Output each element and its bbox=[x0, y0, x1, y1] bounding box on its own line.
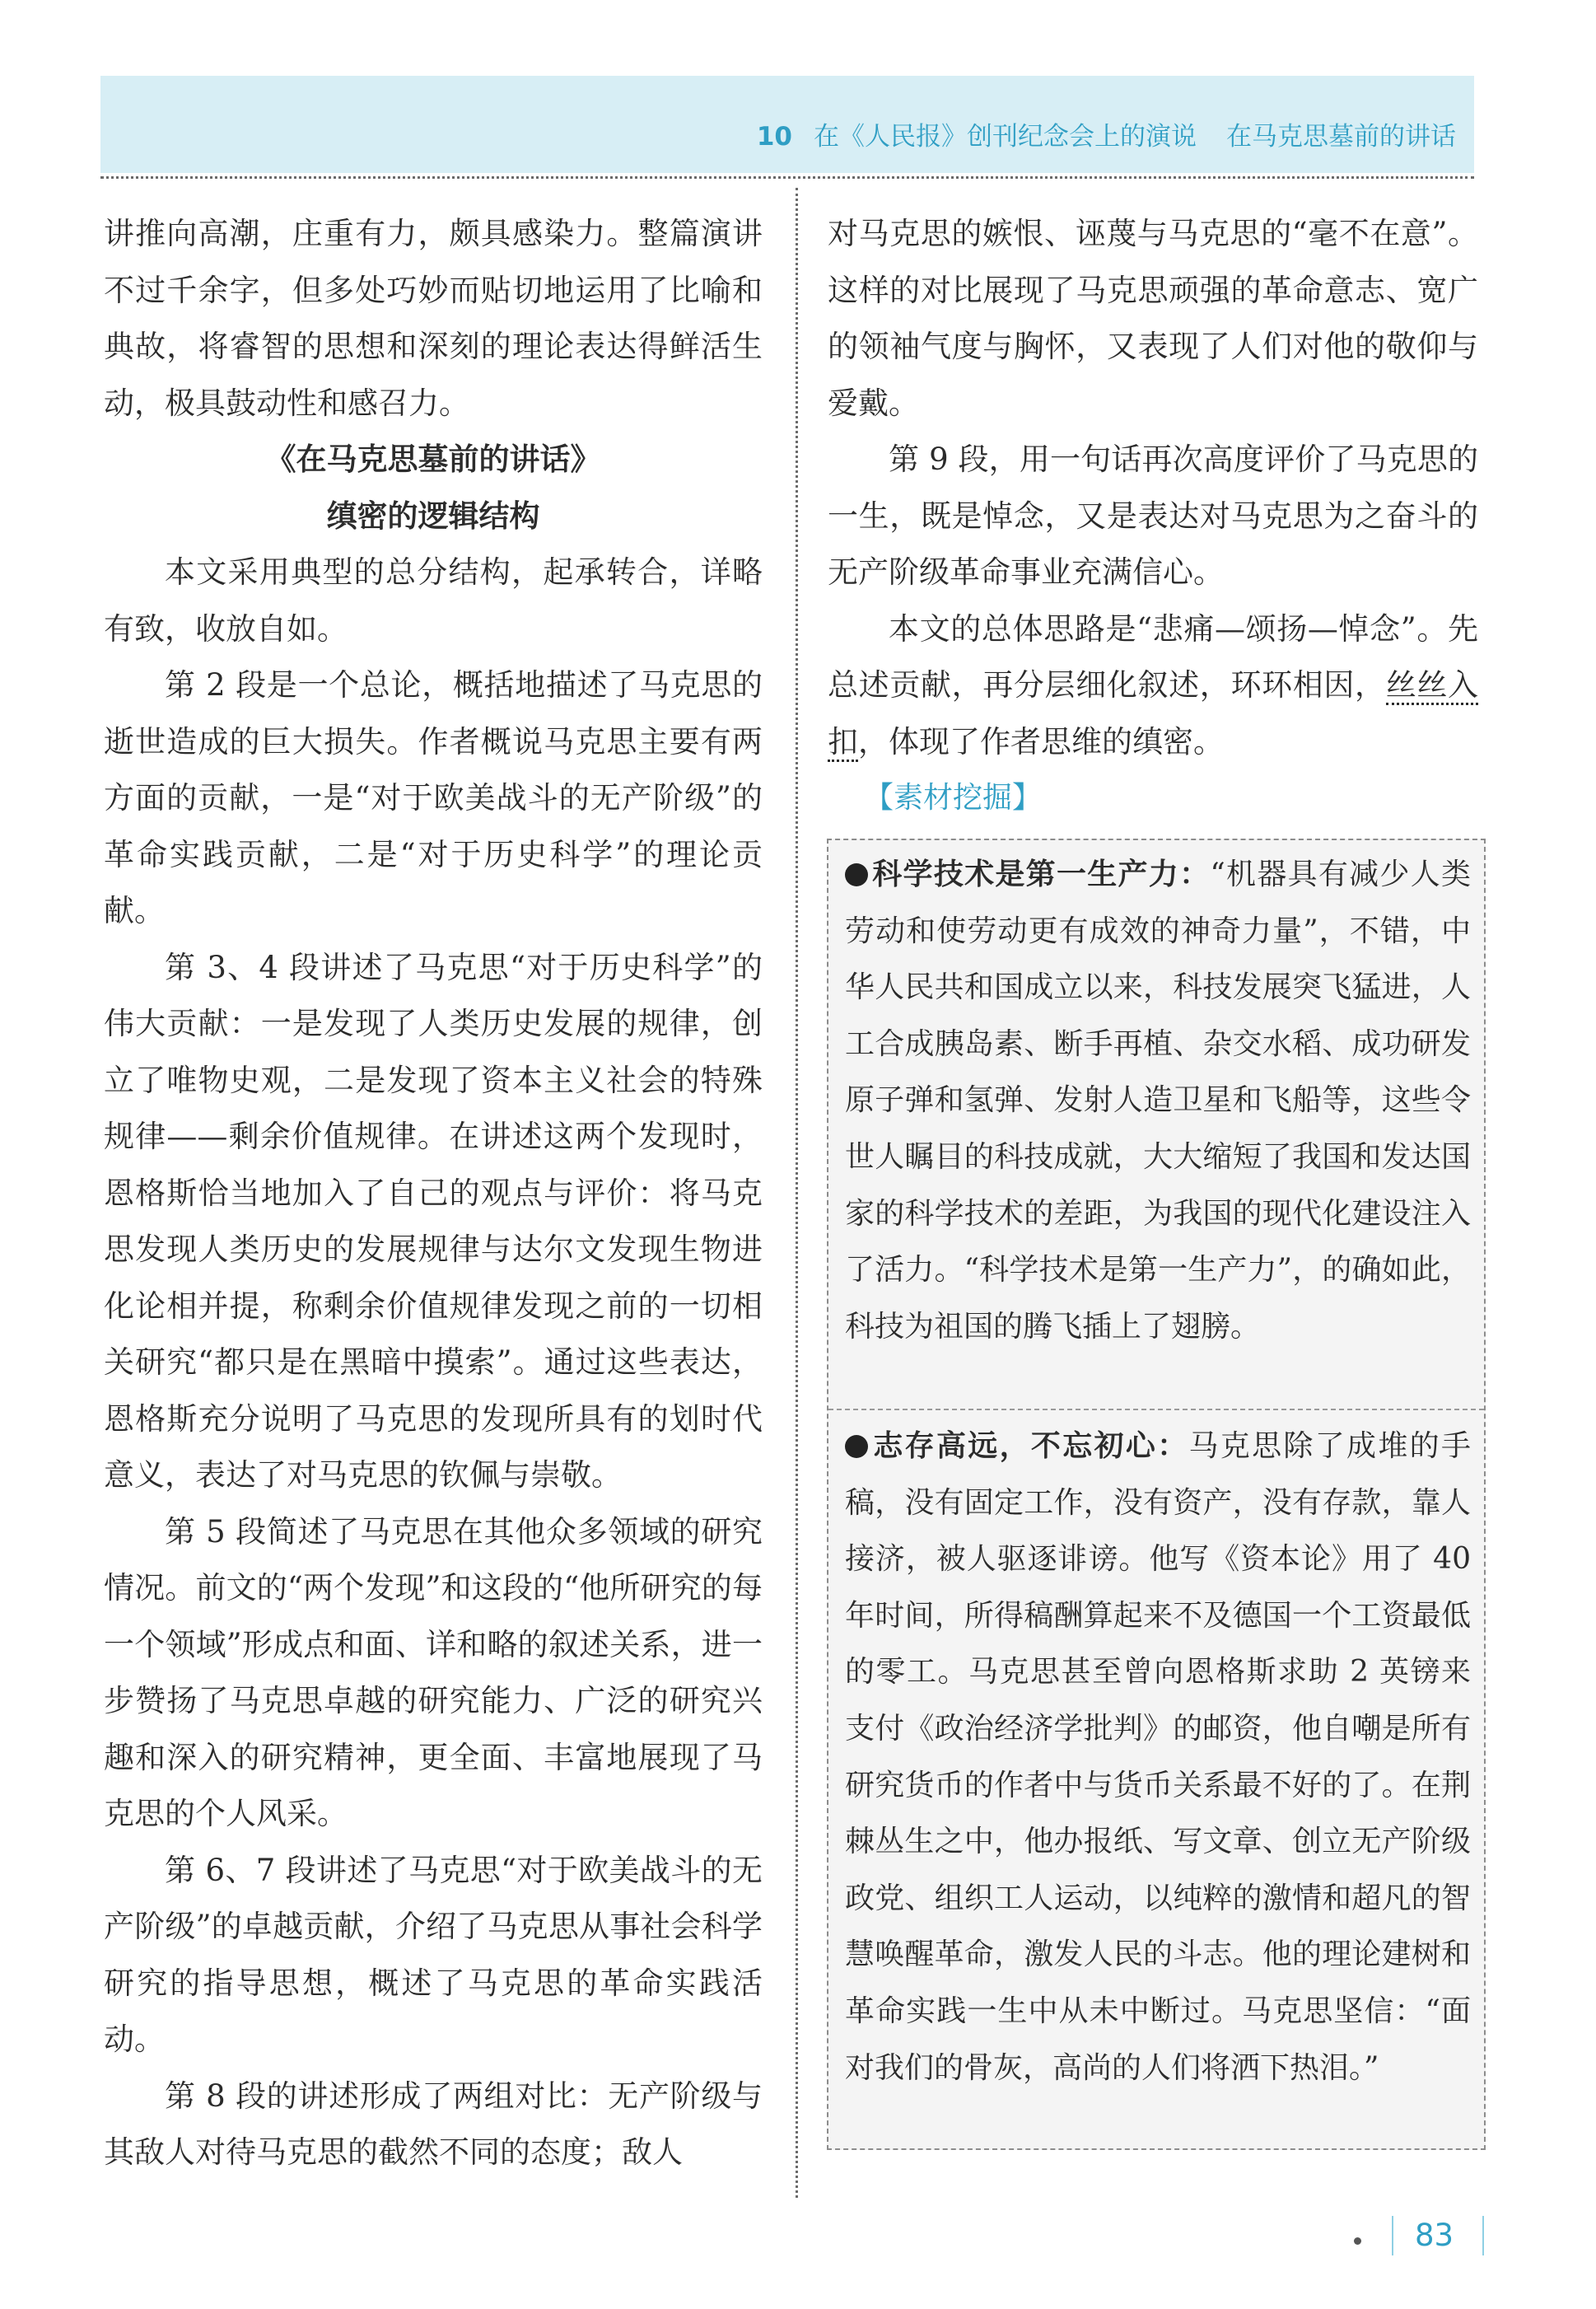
page-number: 83 bbox=[1415, 2218, 1454, 2253]
right-column bbox=[828, 206, 1478, 827]
paragraph-4: 第 5 段简述了马克思在其他众多领域的研究情况。前文的“两个发现”和这段的“他所研究的每一个领域”形成点和面、详和略的叙述关系，进一步赞扬了马克思卓越的研究能力、广泛的研究兴趣和深入的研究精神，更全面、丰富地展现了马克思的个人风采。 bbox=[104, 1513, 763, 1831]
material-section-tag: 【素材挖掘】 bbox=[864, 781, 1043, 815]
material-separator bbox=[828, 1409, 1484, 1410]
header-title-speech: 在《人民报》创刊纪念会上的演说 bbox=[814, 122, 1197, 152]
header-title-eulogy: 在马克思墓前的讲话 bbox=[1226, 122, 1456, 152]
material-box bbox=[827, 839, 1486, 2150]
running-header bbox=[757, 115, 1456, 152]
left-column bbox=[104, 206, 763, 2181]
paragraph-3: 第 3、4 段讲述了马克思“对于历史科学”的伟大贡献：一是发现了人类历史发展的规律，创立了唯物史观，二是发现了资本主义社会的特殊规律——剩余价值规律。在讲述这两个发现时，恩格斯恰当地加入了自己的观点与评价：将马克思发现人类历史的发展规律与达尔文发现生物进化论相并提，称剩余价值规律发现之前的一切相关研究“都只是在黑暗中摸索”。通过这些表达，恩格斯充分说明了马克思的发现所具有的划时代意义，表达了对马克思的钦佩与崇敬。 bbox=[104, 949, 763, 1493]
section-subtitle: 缜密的逻辑结构 bbox=[326, 498, 540, 534]
paragraph-2: 第 2 段是一个总论，概括地描述了马克思的逝世造成的巨大损失。作者概说马克思主要有两方面的贡献，一是“对于欧美战斗的无产阶级”的革命实践贡献，二是“对于历史科学”的理论贡献。 bbox=[104, 667, 763, 928]
footer-dot-icon bbox=[1354, 2237, 1361, 2245]
paragraph-5: 第 6、7 段讲述了马克思“对于欧美战斗的无产阶级”的卓越贡献，介绍了马克思从事社会科学研究的指导思想，概述了马克思的革命实践活动。 bbox=[104, 1852, 763, 2057]
top-divider bbox=[100, 176, 1474, 179]
continued-paragraph: 对马克思的嫉恨、诬蔑与马克思的“毫不在意”。这样的对比展现了马克思顽强的革命意志、宽广的领袖气度与胸怀，又表现了人们对他的敬仰与爱戴。 bbox=[828, 216, 1478, 421]
material-item bbox=[845, 847, 1471, 1355]
chapter-number: 10 bbox=[756, 122, 792, 152]
paragraph-9: 第 9 段，用一句话再次高度评价了马克思的一生，既是悼念，又是表达对马克思为之奋斗的无产阶级革命事业充满信心。 bbox=[828, 442, 1478, 590]
paragraph-summary bbox=[828, 601, 1478, 771]
material-item bbox=[845, 1419, 1471, 2096]
intro-paragraph: 讲推向高潮，庄重有力，颇具感染力。整篇演讲不过千余字，但多处巧妙而贴切地运用了比喻和典故，将睿智的思想和深刻的理论表达得鲜活生动，极具鼓动性和感召力。 bbox=[104, 216, 763, 421]
bullet-icon bbox=[845, 1435, 868, 1458]
column-divider bbox=[796, 188, 798, 2198]
underlined-phrase: 丝丝入扣 bbox=[828, 667, 1478, 762]
bullet-icon bbox=[845, 863, 868, 886]
material-title: 科学技术是第一生产力： bbox=[871, 858, 1211, 891]
material-text: 马克思除了成堆的手稿，没有固定工作，没有资产，没有存款，靠人接济，被人驱逐诽谤。他写《资本论》用了 40 年时间，所得稿酬算起来不及德国一个工资最低的零工。马克思甚至曾向恩格斯求助 2 英镑来支付《政治经济学批判》的邮资，他自嘲是所有研究货币的作者中与货币关系最不好的了。在荆棘丛生之中，他办报纸、写文章、创立无产阶级政党、组织工人运动，以纯粹的激情和超凡的智慧唤醒革命，激发人民的斗志。他的理论建树和革命实践一生中从未中断过。马克思坚信：“面对我们的骨灰，高尚的人们将洒下热泪。” bbox=[845, 1429, 1471, 2085]
summary-text: 本文的总体思路是“悲痛—颂扬—悼念”。先总述贡献，再分层细化叙述，环环相因， bbox=[828, 610, 1478, 703]
material-text: “机器具有减少人类劳动和使劳动更有成效的神奇力量”，不错，中华人民共和国成立以来，科技发展突飞猛进，人工合成胰岛素、断手再植、杂交水稻、成功研发原子弹和氢弹、发射人造卫星和飞船等，这些令世人瞩目的科技成就，大大缩短了我国和发达国家的科学技术的差距，为我国的现代化建设注入了活力。“科学技术是第一生产力”，的确如此，科技为祖国的腾飞插上了翅膀。 bbox=[845, 858, 1471, 1344]
section-title: 《在马克思墓前的讲话》 bbox=[265, 442, 601, 477]
summary-end: ，体现了作者思维的缜密。 bbox=[858, 723, 1224, 760]
footer-rule-left bbox=[1392, 2216, 1393, 2255]
paragraph-6: 第 8 段的讲述形成了两组对比：无产阶级与其敌人对待马克思的截然不同的态度；敌人 bbox=[104, 2078, 763, 2170]
paragraph-structure: 本文采用典型的总分结构，起承转合，详略有致，收放自如。 bbox=[104, 554, 763, 647]
footer-rule-right bbox=[1482, 2216, 1484, 2255]
material-title: 志存高远，不忘初心： bbox=[871, 1429, 1189, 1463]
